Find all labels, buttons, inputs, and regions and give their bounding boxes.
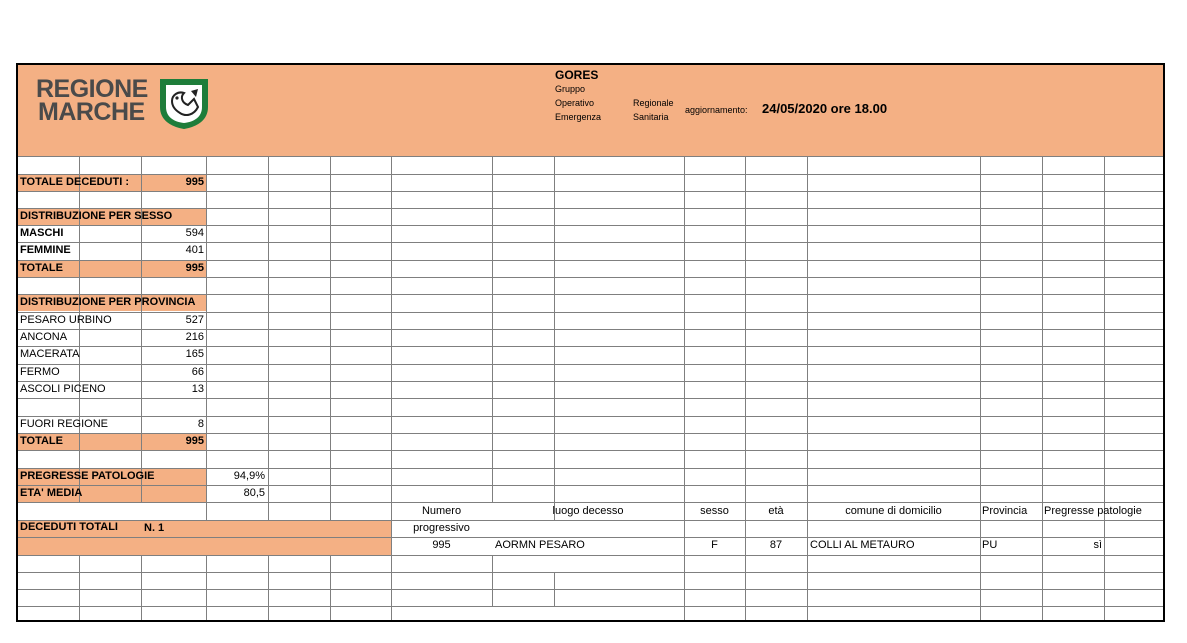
grid-vline	[268, 156, 269, 520]
cell-patologie: sì	[1093, 539, 1102, 551]
province-total-value: 995	[185, 435, 204, 447]
province-row-label: ASCOLI PICENO	[20, 383, 106, 395]
regione-marche-logo	[36, 77, 216, 133]
header-sesso: sesso	[700, 505, 729, 517]
cell-comune: COLLI AL METAURO	[810, 539, 915, 551]
header-eta: età	[768, 505, 784, 517]
sex-row-label: MASCHI	[20, 227, 64, 239]
grid-hline	[18, 606, 1163, 607]
grid-vline	[206, 555, 207, 620]
sex-title: DISTRIBUZIONE PER SESSO	[20, 210, 173, 222]
grid-vline	[492, 156, 493, 503]
mean-age-label: ETA' MEDIA	[20, 487, 83, 499]
update-label: aggiornamento:	[685, 105, 748, 115]
org-line-operativo: Operativo	[555, 98, 595, 108]
grid-vline	[807, 156, 808, 620]
org-line-emergenza: Emergenza	[555, 112, 602, 122]
header-provincia: Provincia	[982, 505, 1028, 517]
sex-total-label: TOTALE	[20, 262, 63, 274]
total-deceased-value: 995	[185, 176, 204, 188]
header-progressivo: progressivo	[413, 522, 470, 534]
sex-row-label: FEMMINE	[20, 244, 71, 256]
province-row-value: 527	[185, 314, 204, 326]
province-row-label: FERMO	[20, 366, 60, 378]
sex-row-value: 401	[185, 244, 204, 256]
report-sheet	[16, 63, 1165, 622]
org-title: GORES	[555, 68, 599, 82]
province-row-value: 13	[191, 383, 204, 395]
province-total-label: TOTALE	[20, 435, 63, 447]
total-deceased-label: TOTALE DECEDUTI :	[20, 176, 129, 188]
grid-hline	[18, 156, 1163, 157]
province-row-value: 216	[185, 331, 204, 343]
update-value: 24/05/2020 ore 18.00	[762, 101, 888, 116]
grid-hline	[18, 398, 1163, 399]
grid-hline	[18, 589, 1163, 590]
sex-row-value: 594	[185, 227, 204, 239]
grid-vline	[1104, 156, 1105, 620]
grid-vline	[554, 156, 555, 520]
header-luogo-decesso: luogo decesso	[552, 505, 624, 517]
province-row-label: ANCONA	[20, 331, 68, 343]
grid-hline	[18, 450, 1163, 451]
grid-hline	[18, 277, 1163, 278]
logo-text-line2: MARCHE	[38, 98, 145, 126]
header-comune: comune di domicilio	[845, 505, 942, 517]
grid-hline	[18, 520, 1163, 521]
grid-hline	[18, 555, 1163, 556]
deceased-total-label: DECEDUTI TOTALI	[20, 521, 118, 533]
org-line-regionale: Regionale	[633, 98, 674, 108]
outside-region-label: FUORI REGIONE	[20, 418, 109, 430]
grid-vline	[980, 156, 981, 620]
grid-hline	[18, 485, 1163, 486]
grid-vline	[206, 156, 207, 520]
org-line-sanitaria: Sanitaria	[633, 112, 669, 122]
grid-hline	[18, 208, 1163, 209]
grid-vline	[330, 555, 331, 620]
grid-hline	[18, 191, 1163, 192]
cell-luogo-decesso: AORMN PESARO	[495, 539, 585, 551]
logo-text-line1: REGIONE	[36, 75, 148, 103]
province-row-value: 165	[185, 348, 204, 360]
grid-vline	[268, 555, 269, 620]
pathologies-value: 94,9%	[233, 470, 265, 482]
grid-vline	[79, 555, 80, 620]
header-numero: Numero	[421, 505, 462, 517]
org-line-gruppo: Gruppo	[555, 84, 586, 94]
sex-total-value: 995	[185, 262, 204, 274]
province-title: DISTRIBUZIONE PER PROVINCIA	[20, 296, 196, 308]
cell-numero: 995	[432, 539, 451, 551]
grid-hline	[18, 572, 1163, 573]
grid-vline	[330, 156, 331, 520]
cell-eta: 87	[769, 539, 783, 551]
province-row-label: PESARO URBINO	[20, 314, 112, 326]
outside-region-value: 8	[197, 418, 204, 430]
grid-vline	[492, 555, 493, 606]
cell-provincia: PU	[982, 539, 998, 551]
cell-sesso: F	[711, 539, 718, 551]
grid-vline	[554, 572, 555, 606]
pathologies-label: PREGRESSE PATOLOGIE	[20, 470, 155, 482]
province-row-label: MACERATA	[20, 348, 80, 360]
grid-hline	[18, 468, 1163, 469]
grid-vline	[141, 555, 142, 620]
deceased-total-n: N. 1	[144, 522, 165, 534]
province-row-value: 66	[191, 366, 204, 378]
header-patologie: Pregresse patologie	[1044, 505, 1142, 517]
mean-age-value: 80,5	[243, 487, 265, 499]
regional-shield-icon	[158, 77, 210, 129]
